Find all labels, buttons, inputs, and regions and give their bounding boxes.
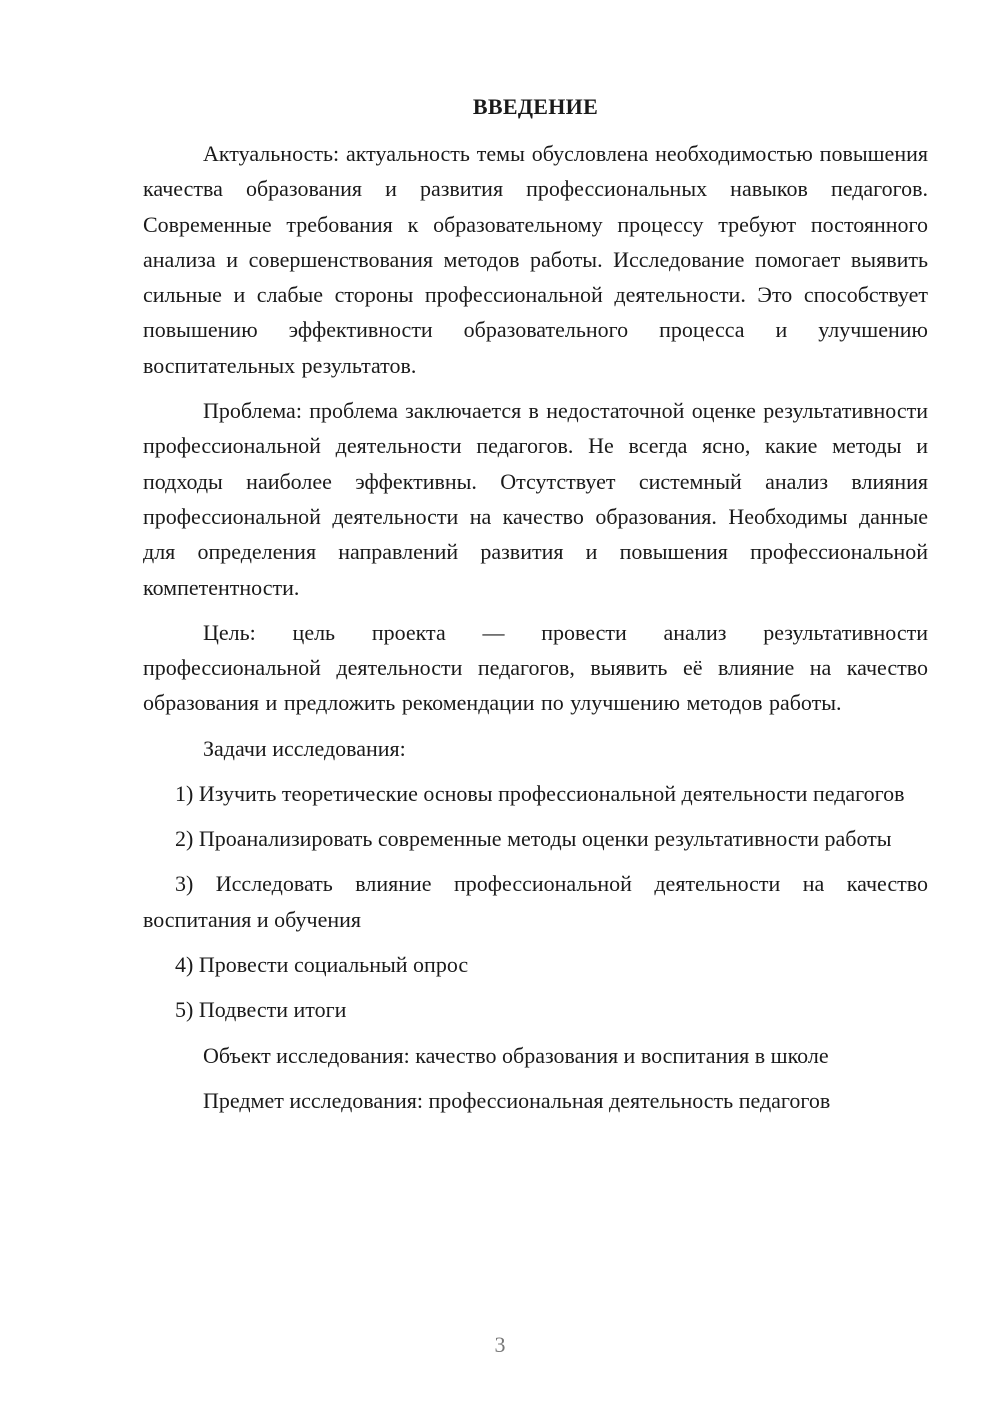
paragraph-problem: Проблема: проблема заключается в недостаточной оценке результативности профессиональной деятельности педагогов. Не всегда ясно, какие методы и подходы наиболее эффективны. Отсутствует системный анализ влияния профессиональной деятельности на качество образования. Необходимы данные для определения направлений развития и повышения профессиональной компетентности. [143,398,928,600]
task-item: 2) Проанализировать современные методы оценки результативности работы [175,826,892,852]
research-object: Объект исследования: качество образования и воспитания в школе [203,1042,829,1068]
task-item: 3) Исследовать влияние профессиональной деятельности на качество воспитания и обучения [143,871,928,932]
paragraph-goal: Цель: цель проекта — провести анализ результативности профессиональной деятельности педагогов, выявить её влияние на качество образования и предложить рекомендации по улучшению методов работы. [143,619,928,716]
task-item: 1) Изучить теоретические основы профессиональной деятельности педагогов [175,780,905,806]
tasks-heading: Задачи исследования: [203,735,406,761]
page-title: ВВЕДЕНИЕ [472,94,599,119]
task-item: 5) Подвести итоги [175,997,347,1023]
paragraph-relevance: Актуальность: актуальность темы обусловлена необходимостью повышения качества образования и развития профессиональных навыков педагогов. Современные требования к образовательному процессу требуют постоянного анализа и совершенствования методов работы. Исследование помогает выявить сильные и слабые стороны профессиональной деятельности. Это способствует повышению эффективности образовательного процесса и улучшению воспитательных результатов. [143,141,928,378]
document-body [143,94,928,1128]
page-number: 3 [494,1332,506,1357]
research-subject: Предмет исследования: профессиональная деятельность педагогов [203,1087,831,1113]
task-item: 4) Провести социальный опрос [175,951,469,977]
